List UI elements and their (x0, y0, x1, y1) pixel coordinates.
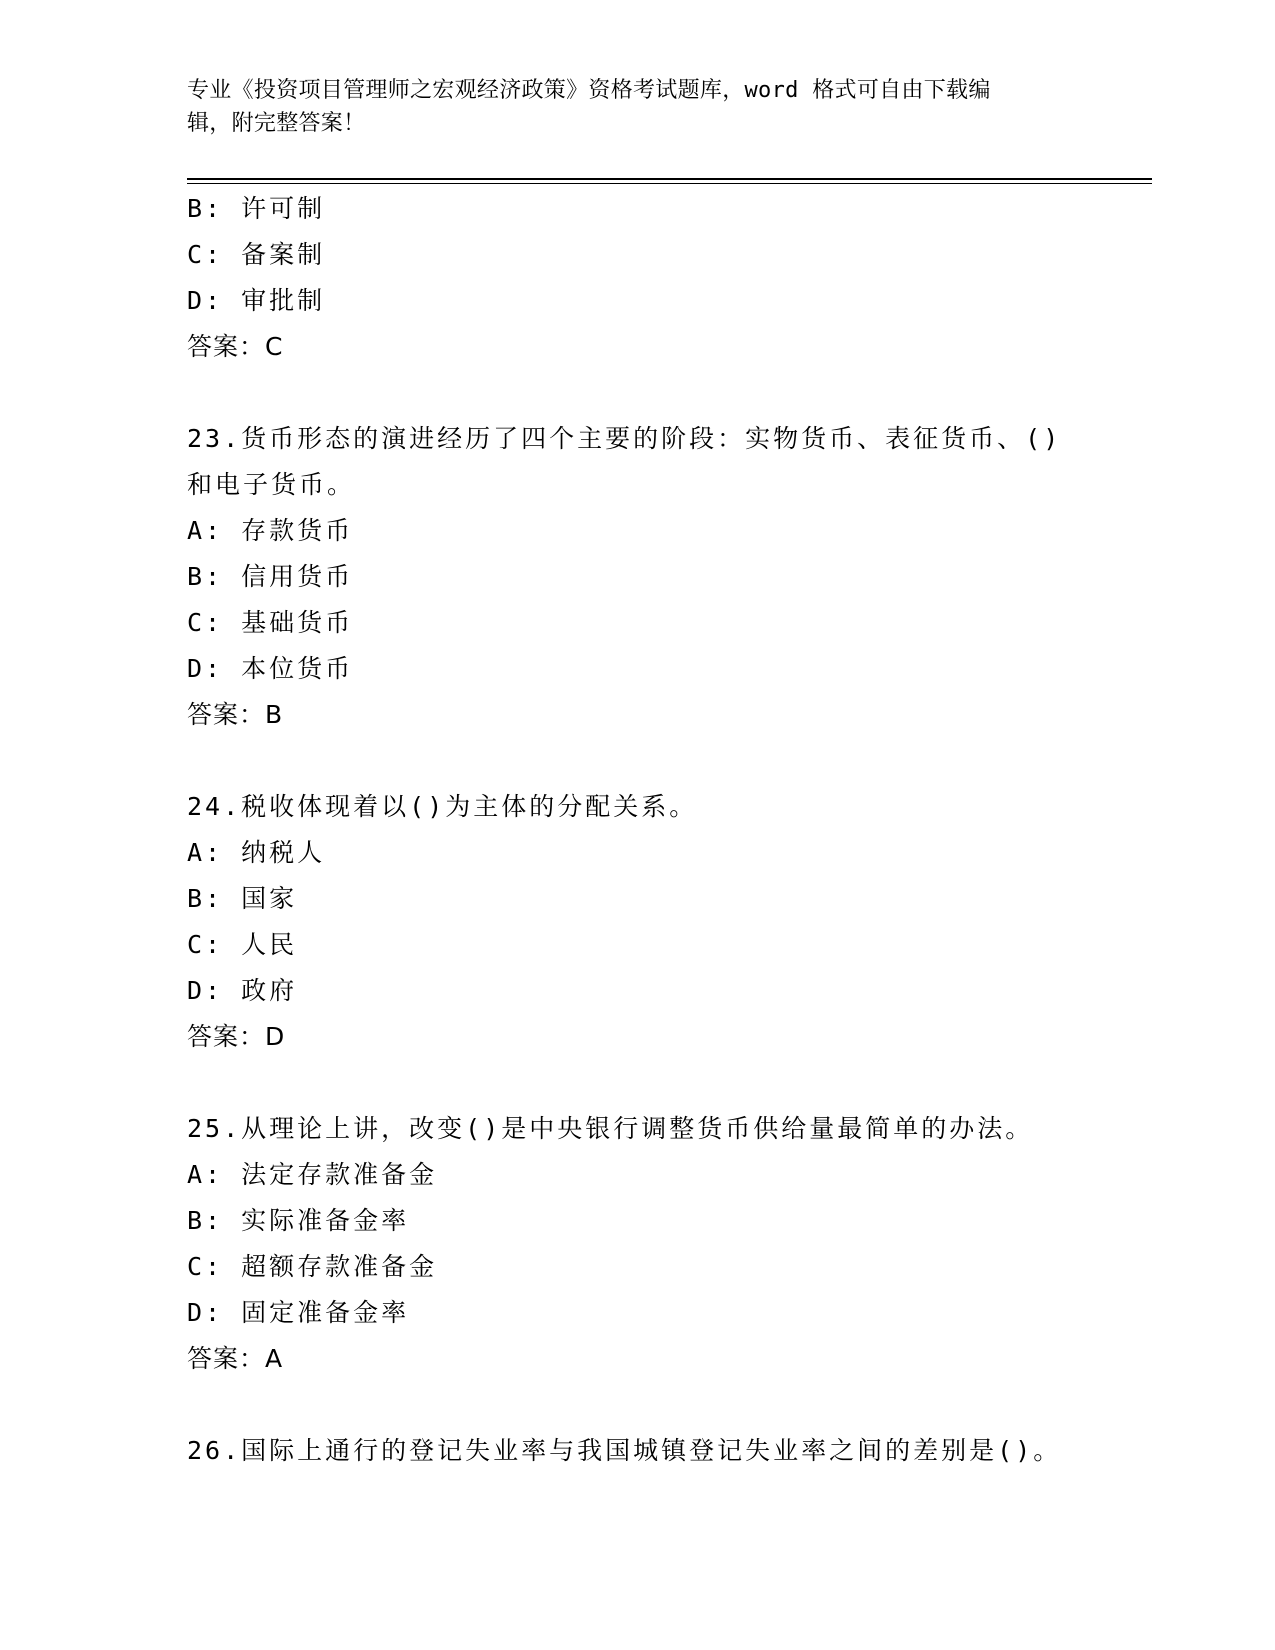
spacer (187, 370, 1087, 416)
question-25 (187, 1106, 1087, 1382)
spacer (187, 1382, 1087, 1428)
answer: 答案：C (187, 332, 284, 361)
question-22 (187, 186, 1087, 370)
header-line-2: 辑，附完整答案！ (187, 111, 366, 136)
answer: 答案：D (187, 1022, 286, 1051)
option-b: B: 许可制 (187, 194, 326, 223)
question-stem: 23.货币形态的演进经历了四个主要的阶段：实物货币、表征货币、() (187, 424, 1062, 453)
option-d: D: 本位货币 (187, 654, 354, 683)
option-a: A: 法定存款准备金 (187, 1160, 438, 1189)
answer: 答案：A (187, 1344, 284, 1373)
question-stem: 24.税收体现着以()为主体的分配关系。 (187, 792, 698, 821)
option-d: D: 审批制 (187, 286, 326, 315)
question-list (187, 186, 1087, 1474)
option-b: B: 实际准备金率 (187, 1206, 410, 1235)
header-line-1: 专业《投资项目管理师之宏观经济政策》资格考试题库，word 格式可自由下载编 (187, 78, 991, 103)
option-c: C: 超额存款准备金 (187, 1252, 438, 1281)
option-d: D: 政府 (187, 976, 298, 1005)
option-d: D: 固定准备金率 (187, 1298, 410, 1327)
question-stem-continued: 和电子货币。 (187, 470, 356, 499)
question-stem: 26.国际上通行的登记失业率与我国城镇登记失业率之间的差别是()。 (187, 1436, 1062, 1465)
question-stem: 25.从理论上讲，改变()是中央银行调整货币供给量最简单的办法。 (187, 1114, 1034, 1143)
header-divider-thick (187, 178, 1152, 180)
spacer (187, 738, 1087, 784)
answer: 答案：B (187, 700, 284, 729)
option-c: C: 基础货币 (187, 608, 354, 637)
option-c: C: 备案制 (187, 240, 326, 269)
spacer (187, 1060, 1087, 1106)
option-c: C: 人民 (187, 930, 298, 959)
document-header (187, 74, 1087, 140)
question-24 (187, 784, 1087, 1060)
question-23 (187, 416, 1087, 738)
header-divider-thin (187, 183, 1152, 184)
question-26 (187, 1428, 1087, 1474)
option-a: A: 纳税人 (187, 838, 326, 867)
option-a: A: 存款货币 (187, 516, 354, 545)
option-b: B: 信用货币 (187, 562, 354, 591)
option-b: B: 国家 (187, 884, 298, 913)
